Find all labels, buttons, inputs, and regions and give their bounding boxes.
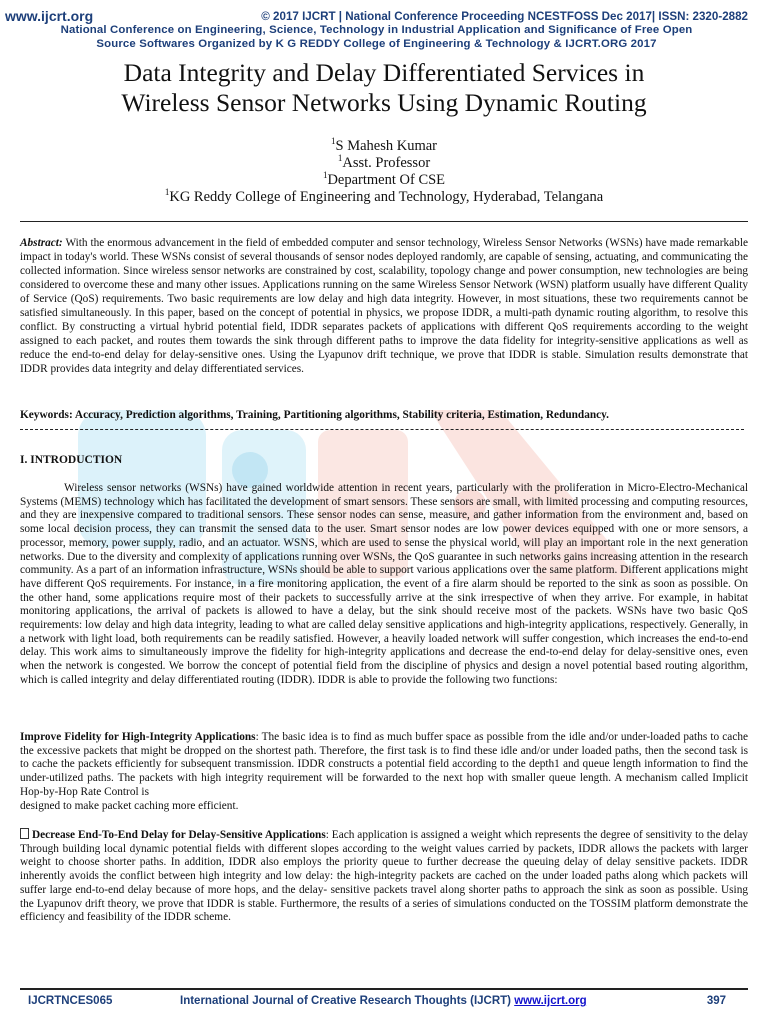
- copyright-notice: © 2017 IJCRT | National Conference Proceeding NCESTFOSS Dec 2017| ISSN: 2320-2882: [261, 10, 748, 23]
- author-department-line: [10, 172, 758, 189]
- author-position: Asst. Professor: [342, 155, 431, 171]
- fidelity-tail: designed to make packet caching more efficient.: [20, 799, 239, 812]
- footer-divider: [20, 988, 748, 990]
- keywords-divider: [20, 429, 744, 430]
- paper-title-line-1: Data Integrity and Delay Differentiated Services in: [123, 58, 645, 87]
- title-divider: [20, 221, 748, 222]
- paper-title-line-2: Wireless Sensor Networks Using Dynamic Routing: [121, 88, 647, 117]
- fidelity-paragraph: [20, 731, 748, 813]
- author-position-line: [10, 155, 758, 172]
- abstract-paragraph: [20, 236, 748, 376]
- paper-title: [10, 58, 758, 118]
- conference-line-1: National Conference on Engineering, Science, Technology in Industrial Application and Significance of Free Open: [60, 24, 693, 36]
- abstract-text: With the enormous advancement in the field of embedded computer and sensor technology, Wireless Sensor Networks (WSNs) have made remarkable impact in today's world. These WSNs consist of several thousands of sensor nodes deployed randomly, are capable of sensing, actuating, and communicating the collected information. Since wireless sensor networks are constrained by cost, scalability, topology change and power consumption, new technologies are being considered to overcome these and many other issues. Applications running on the same Wireless Sensor Network (WSN) platform usually have different Quality of Service (QoS) requirements. Two basic requirements are low delay and high data integrity. However, in most situations, these two requirements cannot be satisfied simultaneously. In this paper, based on the concept of potential in physics, we propose IDDR, a multi-path dynamic routing algorithm, to resolve this conflict. By constructing a virtual hybrid potential field, IDDR separates packets of applications with different QoS requirements according to the weight assigned to each packet, and routes them towards the sink through different paths to improve the data fidelity for integrity-sensitive applications as well as reduce the end-to-end delay for delay-sensitive ones. Using the Lyapunov drift technique, we prove that IDDR is stable. Simulation results demonstrate that IDDR provides data integrity and delay differentiated services.: [20, 237, 748, 375]
- abstract-label: Abstract:: [20, 237, 63, 249]
- author-department: Department Of CSE: [327, 172, 446, 188]
- footer-url-link[interactable]: www.ijcrt.org: [514, 995, 587, 1007]
- keywords-line: Keywords: Accuracy, Prediction algorithms, Training, Partitioning algorithms, Stability criteria, Estimation, Redundancy.: [20, 409, 609, 421]
- journal-name: International Journal of Creative Research Thoughts (IJCRT): [180, 995, 511, 1007]
- bullet-box-icon: [20, 828, 29, 839]
- author-institution-line: [10, 189, 758, 206]
- affiliation-mark: 1: [164, 187, 170, 198]
- paper-code: IJCRTNCES065: [28, 995, 113, 1007]
- author-name: S Mahesh Kumar: [335, 138, 437, 154]
- fidelity-text: : The basic idea is to find as much buffer space as possible from the idle and/or under-loaded paths to cache the excessive packets that might be dropped on the shortest path. Therefore, the first task is to find these idle and/or under loaded paths, then the second task is to cache the packets efficiently for subsequent transmission. IDDR constructs a potential field according to the depth1 and queue length information to find the under-utilized paths. The packets with high integrity requirement will be forwarded to the next hop with smaller queue length. A mechanism called Implicit Hop-by-Hop Rate Control is: [20, 731, 748, 798]
- fidelity-lead: Improve Fidelity for High-Integrity Applications: [20, 731, 256, 743]
- affiliation-mark: 1: [322, 170, 328, 181]
- page-footer: [28, 995, 740, 1013]
- author-block: [10, 138, 758, 206]
- author-institution: KG Reddy College of Engineering and Technology, Hyderabad, Telangana: [169, 189, 604, 205]
- affiliation-mark: 1: [331, 136, 336, 147]
- affiliation-mark: 1: [337, 153, 343, 164]
- delay-paragraph: [20, 828, 748, 925]
- intro-paragraph: Wireless sensor networks (WSNs) have gained worldwide attention in recent years, particularly with the proliferation in Micro-Electro-Mechanical Systems (MEMS) technology which has facilitated the development of smart sensors. These sensors are small, with limited processing and computing resources, and they are inexpensive compared to traditional sensors. These sensor nodes can sense, measure, and gather information from the environment and, based on some local decision process, they can transmit the sensed data to the user. Smart sensor nodes are low power devices equipped with one or more sensors, a processor, memory, power supply, radio, and an actuator. WSNS, which are used to sense the physical world, will play an important role in the next generation networks. Due to the diversity and complexity of applications running over WSNs, the QoS guarantee in such networks gains increasing attention in the research community. As a part of an information infrastructure, WSNs should be able to support various applications over the same platform. Different applications might have different QoS requirements. For instance, in a fire monitoring application, the event of a fire alarm should be reported to the sink as soon as possible. On the other hand, some applications require most of their packets to successfully arrive at the sink irrespective of when they arrive. For example, in habitat monitoring applications, the arrival of packets is allowed to have a delay, but the sink should receive most of the packets. WSNs have two basic QoS requirements: low delay and high data integrity, leading to what are called delay sensitive applications and high-integrity applications, respectively. Generally, in a network with light load, both requirements can be readily satisfied. However, a heavily loaded network will suffer congestion, which increases the end-to-end delay. This work aims to simultaneously improve the fidelity for high-integrity applications and decrease the end-to-end delay for delay-sensitive ones, even when the network is congested. We borrow the concept of potential field from the discipline of physics and design a novel potential based routing algorithm, which is called integrity and delay differentiated routing (IDDR). IDDR is able to provide the following two functions:: [20, 482, 748, 686]
- conference-line-2: Source Softwares Organized by K G REDDY College of Engineering & Technology & IJCRT.ORG 2017: [96, 38, 657, 50]
- author-name-line: [10, 138, 758, 155]
- page-number: 397: [706, 995, 726, 1007]
- delay-lead: Decrease End-To-End Delay for Delay-Sensitive Applications: [32, 829, 326, 841]
- journal-name-line: [180, 995, 587, 1007]
- delay-text: : Each application is assigned a weight which represents the degree of sensitivity to the delay Through building local dynamic potential fields with different slopes according to the weight values carried by packets, IDDR allows the packets with larger weight to choose shorter paths. In addition, IDDR also employs the priority queue to further decrease the queuing delay of delay sensitive packets. IDDR inherently avoids the conflict between high integrity and low delay: the high-integrity packets are cached on the under loaded paths along which packets will suffer large end-to-end delay because of more hops, and the delay- sensitive packets travel along shorter paths to approach the sink as soon as possible. Using the Lyapunov drift theory, we prove that IDDR is stable. Furthermore, the results of a series of simulations conducted on the TOSSIM platform demonstrate the efficiency and feasibility of the IDDR scheme.: [20, 829, 748, 924]
- journal-site-link[interactable]: www.ijcrt.org: [5, 8, 94, 24]
- section-heading: I. INTRODUCTION: [20, 454, 123, 466]
